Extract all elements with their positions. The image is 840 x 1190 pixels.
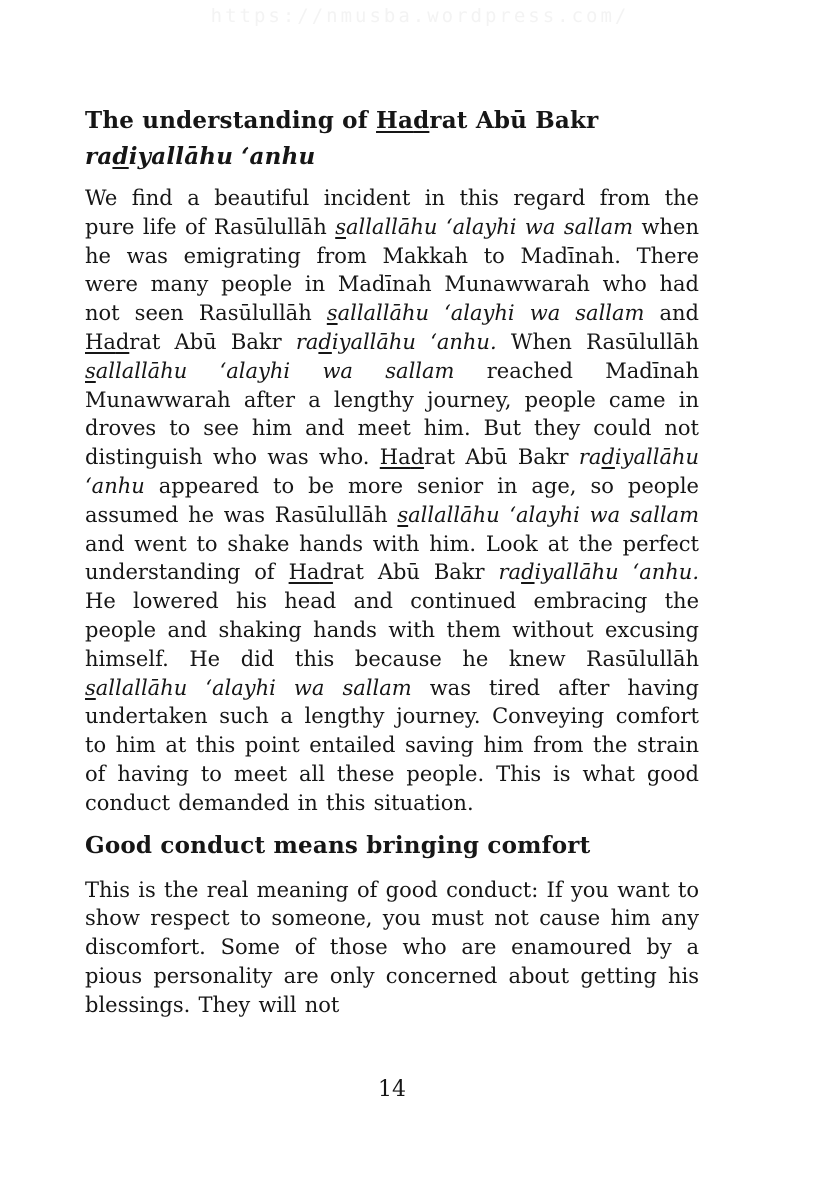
text-segment: was tired after having undertaken such a lengthy journey. Conveying comfort to him at this point entailed saving him from the strain of having to meet all these people. This is what good conduct demanded in this situation. [85,675,700,815]
transliteration-segment: d [410,445,425,470]
transliteration-segment: ra [578,445,602,470]
transliteration-segment: d [413,107,430,134]
watermark-url: https://nmusba.wordpress.com/ [210,5,630,27]
paragraph-emigration-incident [85,184,699,818]
transliteration-segment: d [319,560,333,585]
section-heading-good-conduct [85,828,699,864]
transliteration-segment: ra [295,329,319,354]
transliteration-segment: iyallāhu ‘anhu. [331,329,497,354]
text-segment: rat Abū Bakr [429,107,599,134]
text-segment: and [644,301,700,326]
transliteration-segment: allallāhu ‘alayhi wa sallam [95,358,455,383]
transliteration-segment: iyallāhu ‘anhu [85,445,700,498]
text-segment: reached Madīnah Munawwarah after a lengthy journey, people came in droves to see him and meet him. But they could not distinguish who was who. [85,358,699,470]
transliteration-segment: s [397,502,409,527]
text-segment: rat Abū Bakr [332,560,499,585]
transliteration-segment: iyallāhu ‘anhu. [534,560,699,585]
transliteration-segment: ra [85,143,113,170]
text-segment: This is the real meaning of good conduct: If you want to show respect to someone, you must not cause him any discomfort. Some of those who are enamoured by a pious personality are only concerned about getting his blessings. They will not [85,877,699,1017]
transliteration-segment: s [326,301,338,326]
transliteration-segment: ra [498,560,522,585]
transliteration-segment: Ha [85,329,116,354]
section-heading-understanding-of-abu-bakr [85,103,699,175]
transliteration-segment: allallāhu ‘alayhi wa sallam [408,502,699,527]
text-segment: rat Abū Bakr [424,445,579,470]
text-segment: He lowered his head and continued embracing the people and shaking hands with them without excusing himself. He did this because he knew Rasūlullāh [85,589,699,671]
transliteration-segment: Ha [288,560,320,585]
transliteration-segment: s [335,214,346,239]
transliteration-segment: s [85,675,96,700]
transliteration-segment: d [318,329,332,354]
text-segment: rat Abū Bakr [129,329,296,354]
transliteration-segment: allallāhu ‘alayhi wa sallam [95,675,412,700]
text-segment: We find a beautiful incident in this regard from the pure life of Rasūlullāh [85,186,699,239]
text-segment: appeared to be more senior in age, so people assumed he was Rasūlullāh [85,473,699,527]
transliteration-segment: Ha [379,445,411,470]
transliteration-segment: d [601,445,615,470]
transliteration-segment: d [115,329,130,354]
text-segment: Good conduct means bringing comfort [85,831,591,859]
transliteration-segment: Ha [376,107,414,134]
transliteration-segment: allallāhu ‘alayhi wa sallam [337,301,645,326]
transliteration-segment: s [85,358,96,383]
transliteration-segment: d [112,143,129,170]
text-segment: The understanding of [85,107,377,134]
transliteration-segment: iyallāhu ‘anhu [128,143,316,170]
page-content [85,103,699,1030]
text-segment: and went to shake hands with him. Look at the perfect understanding of [85,531,699,585]
transliteration-segment: allallāhu ‘alayhi wa sallam [345,214,634,239]
paragraph-good-conduct-meaning [85,876,699,1020]
page-number: 14 [378,1077,406,1102]
text-segment: when he was emigrating from Makkah to Madīnah. There were many people in Madīnah Munawwarah who had not seen Rasūlullāh [85,214,699,326]
transliteration-segment: d [521,560,535,585]
text-segment: When Rasūlullāh [496,329,699,354]
